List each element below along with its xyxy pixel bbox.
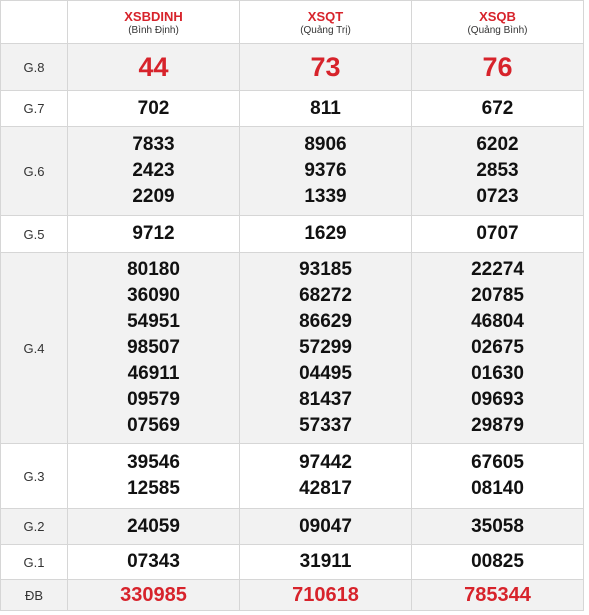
result-cell bbox=[412, 91, 584, 127]
result-number: 6202 bbox=[476, 134, 519, 155]
province-header-quang-binh[interactable] bbox=[412, 1, 584, 44]
result-number: 07343 bbox=[127, 551, 180, 572]
result-cell bbox=[240, 44, 412, 91]
result-number: 672 bbox=[481, 97, 514, 119]
result-cell bbox=[240, 91, 412, 127]
result-number: 7833 bbox=[132, 134, 175, 155]
result-number: 39546 bbox=[127, 452, 180, 473]
prize-label: G.5 bbox=[1, 216, 68, 253]
result-number: 710618 bbox=[292, 584, 359, 606]
result-number: 1339 bbox=[304, 186, 347, 207]
result-number: 46911 bbox=[127, 363, 180, 384]
result-number: 9712 bbox=[132, 223, 175, 244]
result-cell bbox=[68, 580, 240, 611]
prize-label: G.7 bbox=[1, 91, 68, 127]
result-number: 46804 bbox=[471, 311, 524, 332]
prize-row-special bbox=[1, 580, 584, 611]
result-number: 2423 bbox=[132, 160, 175, 181]
result-cell bbox=[240, 127, 412, 216]
province-header-binh-dinh[interactable] bbox=[68, 1, 240, 44]
result-cell bbox=[412, 216, 584, 253]
prize-row-g6 bbox=[1, 127, 584, 216]
result-number: 09579 bbox=[127, 389, 180, 410]
prize-label: G.4 bbox=[1, 253, 68, 444]
result-cell bbox=[68, 216, 240, 253]
result-number: 00825 bbox=[471, 551, 524, 572]
result-number: 2853 bbox=[476, 160, 519, 181]
prize-row-g4 bbox=[1, 253, 584, 444]
result-number: 0707 bbox=[476, 223, 519, 244]
result-cell bbox=[68, 545, 240, 580]
result-cell bbox=[412, 127, 584, 216]
result-number: 42817 bbox=[299, 478, 352, 499]
result-number: 44 bbox=[138, 52, 169, 82]
header-row bbox=[1, 1, 584, 44]
prize-label: ĐB bbox=[1, 580, 68, 611]
prize-row-g5 bbox=[1, 216, 584, 253]
result-cell bbox=[240, 216, 412, 253]
result-cell bbox=[68, 253, 240, 444]
result-number: 20785 bbox=[471, 285, 524, 306]
result-number: 29879 bbox=[471, 415, 524, 436]
result-number: 67605 bbox=[471, 452, 524, 473]
result-number: 97442 bbox=[299, 452, 352, 473]
header-corner bbox=[1, 1, 68, 44]
prize-label: G.3 bbox=[1, 444, 68, 509]
result-cell bbox=[68, 509, 240, 545]
result-number: 01630 bbox=[471, 363, 524, 384]
result-number: 04495 bbox=[299, 363, 352, 384]
result-number: 2209 bbox=[132, 186, 175, 207]
result-number: 330985 bbox=[120, 584, 187, 606]
province-code[interactable]: XSBDINH bbox=[124, 9, 183, 24]
result-number: 0723 bbox=[476, 186, 519, 207]
province-header-quang-tri[interactable] bbox=[240, 1, 412, 44]
result-cell bbox=[412, 580, 584, 611]
prize-row-g3 bbox=[1, 444, 584, 509]
result-cell bbox=[240, 580, 412, 611]
result-number: 68272 bbox=[299, 285, 352, 306]
result-number: 785344 bbox=[464, 584, 531, 606]
result-cell bbox=[68, 44, 240, 91]
result-number: 35058 bbox=[471, 515, 524, 537]
result-number: 73 bbox=[310, 52, 341, 82]
result-number: 22274 bbox=[471, 259, 524, 280]
result-number: 93185 bbox=[299, 259, 352, 280]
prize-label: G.8 bbox=[1, 44, 68, 91]
result-number: 86629 bbox=[299, 311, 352, 332]
result-number: 811 bbox=[310, 97, 341, 119]
result-cell bbox=[412, 444, 584, 509]
result-cell bbox=[68, 127, 240, 216]
result-number: 07569 bbox=[127, 415, 180, 436]
result-number: 24059 bbox=[127, 515, 180, 537]
province-name: (Quảng Trị) bbox=[300, 25, 351, 36]
result-cell bbox=[68, 91, 240, 127]
result-number: 08140 bbox=[471, 478, 524, 499]
result-number: 36090 bbox=[127, 285, 180, 306]
result-number: 54951 bbox=[127, 311, 180, 332]
result-number: 02675 bbox=[471, 337, 524, 358]
prize-row-g7 bbox=[1, 91, 584, 127]
result-number: 09693 bbox=[471, 389, 524, 410]
prize-label: G.6 bbox=[1, 127, 68, 216]
province-name: (Bình Định) bbox=[128, 25, 179, 36]
result-number: 09047 bbox=[299, 515, 352, 537]
result-number: 12585 bbox=[127, 478, 180, 499]
result-number: 702 bbox=[137, 97, 170, 119]
prize-row-g1 bbox=[1, 545, 584, 580]
result-number: 57337 bbox=[299, 415, 352, 436]
result-number: 76 bbox=[482, 52, 513, 82]
result-number: 81437 bbox=[299, 389, 352, 410]
prize-label: G.1 bbox=[1, 545, 68, 580]
result-cell bbox=[68, 444, 240, 509]
province-name: (Quảng Bình) bbox=[467, 25, 528, 36]
result-cell bbox=[412, 509, 584, 545]
result-cell bbox=[412, 253, 584, 444]
result-number: 98507 bbox=[127, 337, 180, 358]
result-number: 57299 bbox=[299, 337, 352, 358]
province-code[interactable]: XSQB bbox=[479, 9, 516, 24]
result-cell bbox=[412, 44, 584, 91]
province-code[interactable]: XSQT bbox=[307, 9, 344, 24]
result-number: 1629 bbox=[304, 223, 347, 244]
result-cell bbox=[240, 509, 412, 545]
result-number: 8906 bbox=[304, 134, 347, 155]
result-number: 9376 bbox=[304, 160, 347, 181]
result-number: 31911 bbox=[299, 551, 352, 572]
result-cell bbox=[412, 545, 584, 580]
prize-label: G.2 bbox=[1, 509, 68, 545]
prize-row-g2 bbox=[1, 509, 584, 545]
result-number: 80180 bbox=[127, 259, 180, 280]
prize-row-g8 bbox=[1, 44, 584, 91]
result-cell bbox=[240, 444, 412, 509]
result-cell bbox=[240, 545, 412, 580]
result-cell bbox=[240, 253, 412, 444]
